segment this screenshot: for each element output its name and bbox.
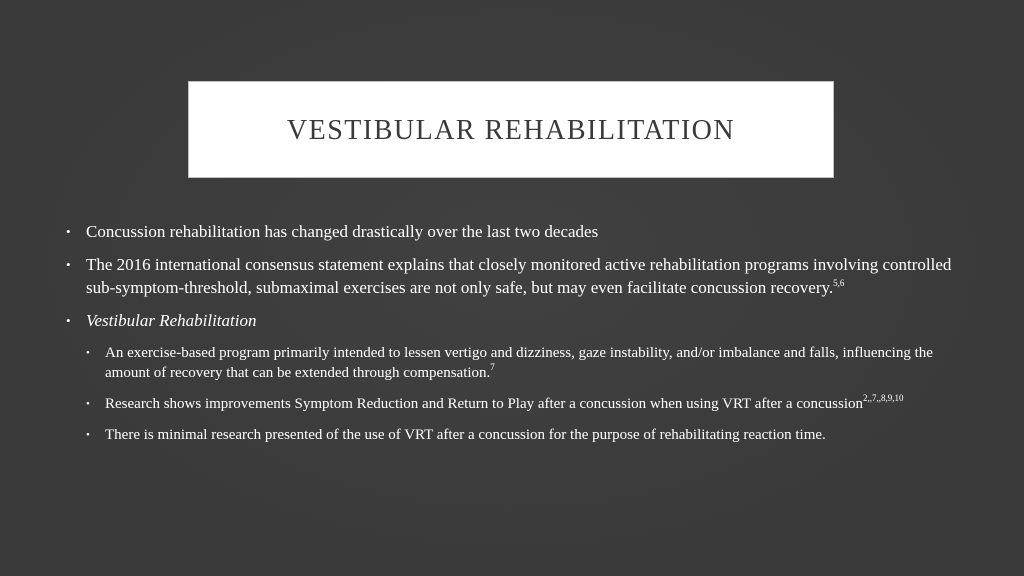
bullet-text: Vestibular Rehabilitation: [86, 311, 257, 330]
bullet-icon: •: [86, 429, 90, 441]
sub-bullet-text: An exercise-based program primarily intended to lessen vertigo and dizziness, gaze instability, and/or imbalance and falls, influencing the amount of recovery that can be extended through compensation.: [105, 345, 933, 381]
citation-superscript: 5,6: [833, 278, 845, 288]
citation-superscript: 7: [490, 362, 495, 372]
bullet-icon: •: [66, 224, 71, 239]
bullet-icon: •: [66, 313, 71, 328]
sub-bullet-text: There is minimal research presented of the use of VRT after a concussion for the purpose of rehabilitating reaction time.: [105, 427, 826, 443]
sub-bullet-item: [86, 394, 966, 414]
slide-content: [66, 220, 966, 456]
slide-title: VESTIBULAR REHABILITATION: [286, 114, 736, 146]
bullet-item: [66, 220, 966, 243]
sub-bullet-item: [86, 343, 966, 383]
bullet-text: Concussion rehabilitation has changed drastically over the last two decades: [86, 222, 599, 241]
bullet-icon: •: [86, 347, 90, 359]
sub-bullet-item: [86, 425, 966, 445]
bullet-list: [66, 220, 966, 445]
bullet-icon: •: [66, 257, 71, 272]
sub-bullet-list: [86, 343, 966, 445]
bullet-item: [66, 253, 966, 299]
sub-bullet-text: Research shows improvements Symptom Reduction and Return to Play after a concussion when using VRT after a concussion: [105, 396, 863, 412]
bullet-icon: •: [86, 398, 90, 410]
citation-superscript: 2,,7,,8,9,10: [863, 393, 904, 403]
bullet-text: The 2016 international consensus statement explains that closely monitored active rehabilitation programs involving controlled sub-symptom-threshold, submaximal exercises are not only safe, but may even facilitate concussion recovery.: [86, 255, 952, 297]
title-box: [188, 81, 834, 178]
bullet-item: [66, 309, 966, 445]
